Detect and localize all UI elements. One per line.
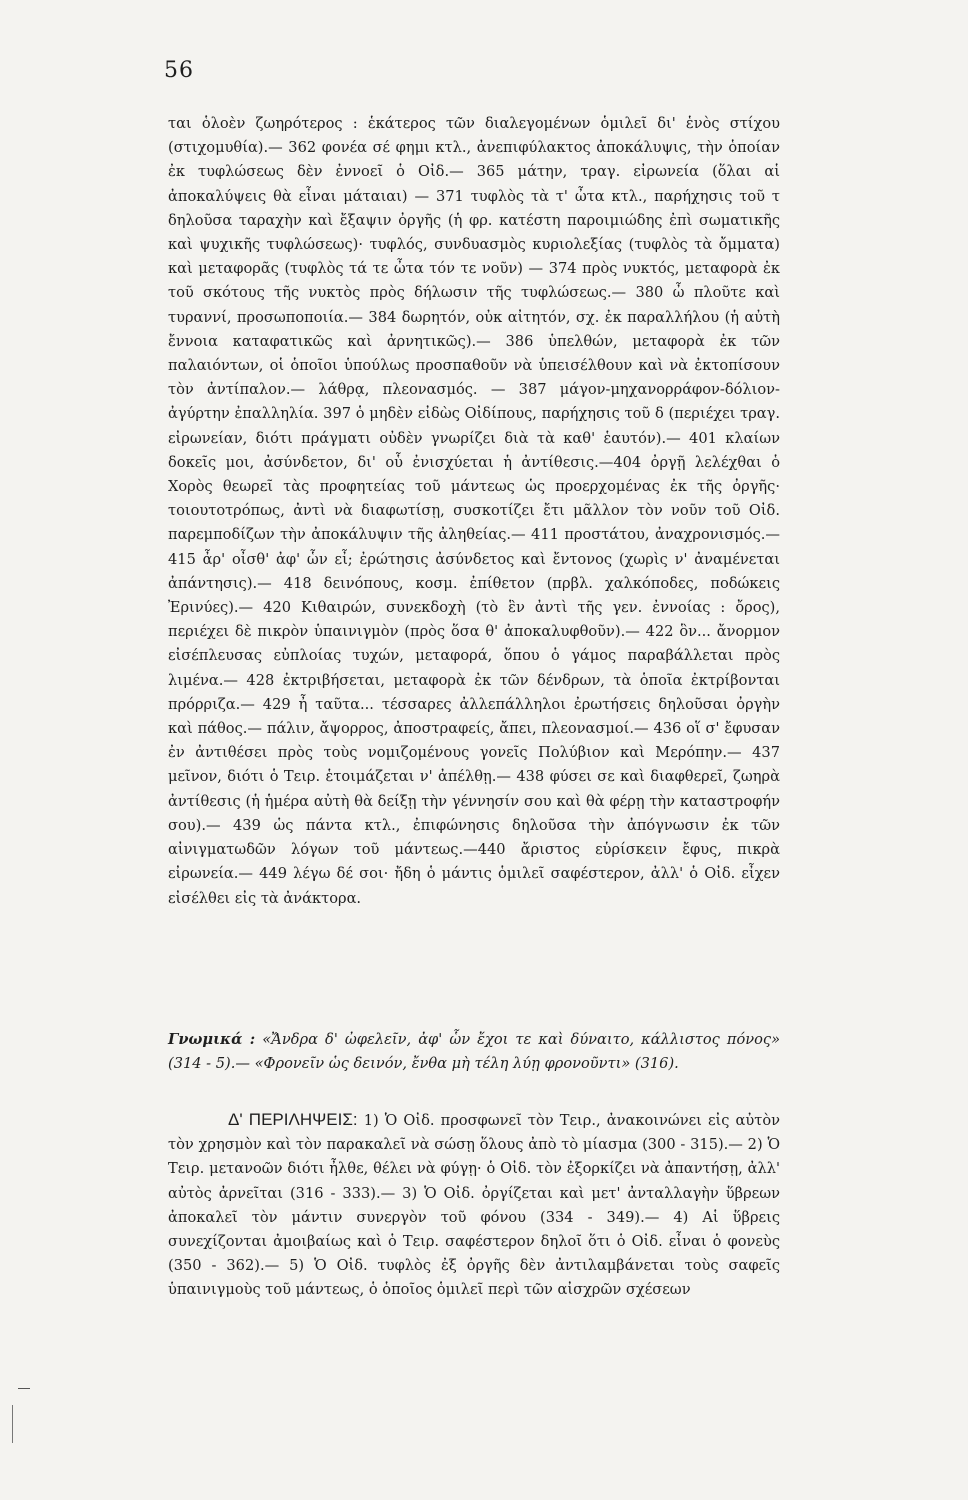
gnomika-label: Γνωμικά : [168, 1031, 256, 1048]
summary-text: 1) Ὁ Οἰδ. προσφωνεῖ τὸν Τειρ., ἀνακοινώνει εἰς αὐτὸν τὸν χρησμὸν καὶ τὸν παρακαλεῖ νὰ σώσῃ ὅλους ἀπὸ τὸ μίασμα (300 - 315).— 2) Ὁ Τειρ. μετανοῶν διότι ἦλθε, θέλει νὰ φύγῃ· ὁ Οἰδ. τὸν ἐξορκίζει νὰ ἀπαντήσῃ, ἀλλ' αὐτὸς ἀρνεῖται (316 - 333).— 3) Ὁ Οἰδ. ὀργίζεται καὶ μετ' ἀνταλλαγὴν ὕβρεων ἀποκαλεῖ τὸν μάντιν συνεργὸν τοῦ φόνου (334 - 349).— 4) Αἱ ὕβρεις συνεχίζονται ἀμοιβαίως καὶ ὁ Τειρ. σαφέστερον δηλοῖ ὅτι ὁ Οἰδ. εἶναι ὁ φονεὺς (350 - 362).— 5) Ὁ Οἰδ. τυφλὸς ἐξ ὀργῆς δὲν ἀντιλαμβάνεται τοὺς σαφεῖς ὑπαινιγμοὺς τοῦ μάντεως, ὁ ὁποῖος ὁμιλεῖ περὶ τῶν αἰσχρῶν σχέσεων [168, 1112, 780, 1299]
gnomika-quotes: «Ἄνδρα δ' ὠφελεῖν, ἀφ' ὧν ἔχοι τε καὶ δύναιτο, κάλλιστος πόνος» (314 - 5).— «Φρονεῖν ὡς δεινόν, ἔνθα μὴ τέλη λύῃ φρονοῦντι» (316). [168, 1031, 781, 1073]
summary-paragraph [168, 1108, 780, 1303]
page-number: 56 [164, 58, 194, 83]
margin-mark [12, 1405, 13, 1443]
summary-heading: Δ' ΠΕΡΙΛΗΨΕΙΣ: [228, 1110, 358, 1129]
margin-mark [18, 1388, 30, 1389]
commentary-text: ται ὁλοὲν ζωηρότερος : ἑκάτερος τῶν διαλεγομένων ὁμιλεῖ δι' ἑνὸς στίχου (στιχομυθία).— 362 φονέα σέ φημι κτλ., ἀνεπιφύλακτος ἀποκάλυψις, τὴν ὁποίαν ἐκ τυφλώσεως δὲν ἐννοεῖ ὁ Οἰδ.— 365 μάτην, τραγ. εἰρωνεία (ὅλαι αἱ ἀποκαλύψεις θὰ εἶναι μάταιαι) — 371 τυφλὸς τὰ τ' ὦτα κτλ., παρήχησις τοῦ τ δηλοῦσα ταραχὴν καὶ ἔξαψιν ὀργῆς (ἡ φρ. κατέστη παροιμιώδης ἐπὶ σωματικῆς καὶ ψυχικῆς τυφλώσεως)· τυφλός, συνδυασμὸς κυριολεξίας (τυφλὸς τὰ ὄμματα) καὶ μεταφορᾶς (τυφλὸς τά τε ὦτα τόν τε νοῦν) — 374 πρὸς νυκτός, μεταφορὰ ἐκ τοῦ σκότους τῆς νυκτὸς πρὸς δήλωσιν τῆς τυφλώσεως.— 380 ὦ πλοῦτε καὶ τυραννί, προσωποποιία.— 384 δωρητόν, οὐκ αἰτητόν, σχ. ἐκ παραλλήλου (ἡ αὐτὴ ἔννοια καταφατικῶς καὶ ἀρνητικῶς).— 386 ὑπελθών, μεταφορὰ ἐκ τῶν παλαιόντων, οἱ ὁποῖοι ὑπούλως προσπαθοῦν νὰ ὑπεισέλθουν καὶ νὰ ἐκτοπίσουν τὸν ἀντίπαλον.— λάθρᾳ, πλεονασμός. — 387 μάγον-μηχανορράφον-δόλιον-ἀγύρτην ἐπαλληλία. 397 ὁ μηδὲν εἰδὼς Οἰδίπους, παρήχησις τοῦ δ (περιέχει τραγ. εἰρωνείαν, διότι πράγματι οὐδὲν γνωρίζει διὰ τὰ καθ' ἑαυτόν).— 401 κλαίων δοκεῖς μοι, ἀσύνδετον, δι' οὗ ἐνισχύεται ἡ ἀντίθεσις.—404 ὀργῇ λελέχθαι ὁ Χορὸς θεωρεῖ τὰς προφητείας τοῦ μάντεως ὡς προερχομένας ἐκ τῆς ὀργῆς· τοιουτοτρόπως, ἀντὶ νὰ διαφωτίσῃ, συσκοτίζει ἔτι μᾶλλον τὸν νοῦν τοῦ Οἰδ. παρεμποδίζων τὴν ἀποκάλυψιν τῆς ἀληθείας.— 411 προστάτου, ἀναχρονισμός.—415 ἆρ' οἶσθ' ἀφ' ὧν εἶ; ἐρώτησις ἀσύνδετος καὶ ἔντονος (χωρὶς ν' ἀναμένεται ἀπάντησις).— 418 δεινόπους, κοσμ. ἐπίθετον (πρβλ. χαλκόποδες, ποδώκεις Ἐρινύες).— 420 Κιθαιρών, συνεκδοχὴ (τὸ ἓν ἀντὶ τῆς γεν. ἐννοίας : ὄρος), περιέχει δὲ πικρὸν ὑπαινιγμὸν (πρὸς ὅσα θ' ἀποκαλυφθοῦν).— 422 ὃν... ἄνορμον εἰσέπλευσας εὐπλοίας τυχών, μεταφορά, ὅπου ὁ γάμος παραβάλλεται πρὸς λιμένα.— 428 ἐκτριβήσεται, μεταφορὰ ἐκ τῶν δένδρων, τὰ ὁποῖα ἐκτρίβονται πρόρριζα.— 429 ἦ ταῦτα... τέσσαρες ἀλλεπάλληλοι ἐρωτήσεις δηλοῦσαι ὀργὴν καὶ πάθος.— πάλιν, ἄψορρος, ἀποστραφείς, ἄπει, πλεονασμοί.— 436 οἵ σ' ἔφυσαν ἐν ἀντιθέσει πρὸς τοὺς νομιζομένους γονεῖς Πολύβιον καὶ Μερόπην.— 437 μεῖνον, διότι ὁ Τειρ. ἑτοιμάζεται ν' ἀπέλθῃ.— 438 φύσει σε καὶ διαφθερεῖ, ζωηρὰ ἀντίθεσις (ἡ ἡμέρα αὐτὴ θὰ δείξῃ τὴν γέννησίν σου καὶ θὰ φέρῃ τὴν καταστροφήν σου).— 439 ὡς πάντα κτλ., ἐπιφώνησις δηλοῦσα τὴν ἀπόγνωσιν ἐκ τῶν αἰνιγματωδῶν λόγων τοῦ μάντεως.—440 ἄριστος εὑρίσκειν ἔφυς, πικρὰ εἰρωνεία.— 449 λέγω δέ σοι· ἤδη ὁ μάντις ὁμιλεῖ σαφέστερον, ἀλλ' ὁ Οἰδ. εἶχεν εἰσέλθει εἰς τὰ ἀνάκτορα. [168, 115, 780, 907]
gnomika-paragraph [168, 1028, 780, 1076]
